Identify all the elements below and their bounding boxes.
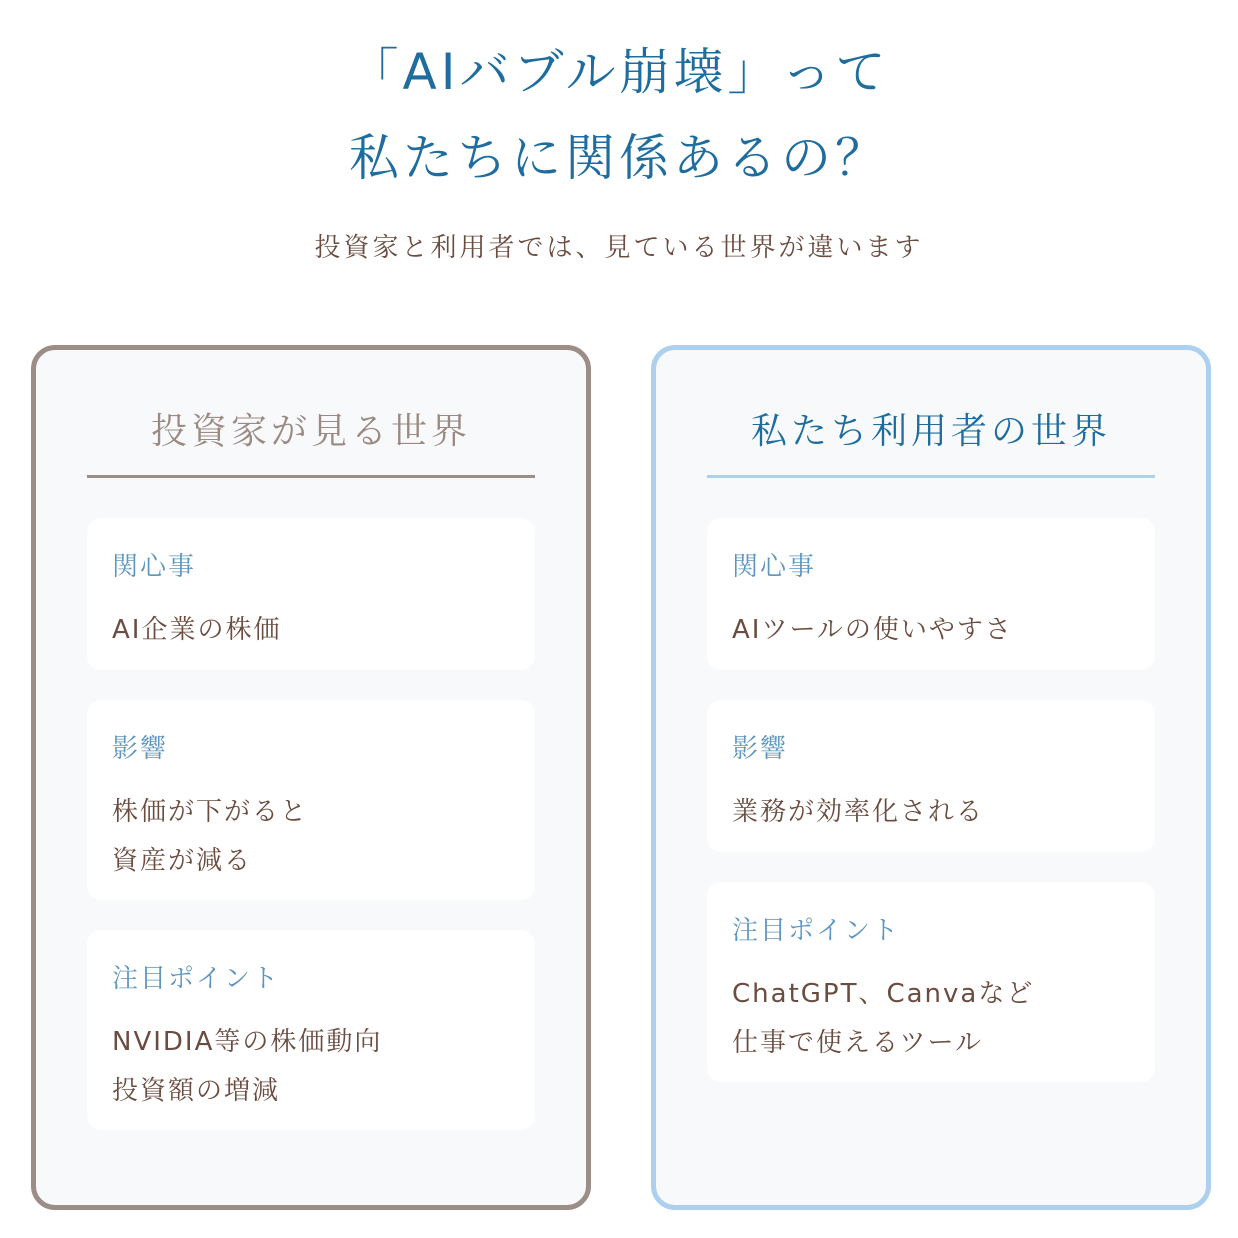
card-text-line: ChatGPT、Canvaなど (732, 979, 1035, 1009)
card-text (112, 1018, 382, 1116)
user-panel-heading: 私たち利用者の世界 (750, 411, 1111, 452)
card-text-line: AI企業の株価 (112, 615, 282, 645)
card-label: 関心事 (732, 552, 817, 582)
investor-panel-heading: 投資家が見る世界 (150, 411, 471, 452)
card-text-line: 株価が下がると (112, 797, 309, 827)
card-text (112, 788, 308, 886)
user-card-focus (707, 882, 1155, 1082)
user-card-concern (707, 518, 1155, 670)
card-text-line: NVIDIA等の株価動向 (112, 1027, 383, 1057)
page-title-line-1: 「AIバブル崩壊」って (348, 43, 890, 101)
card-label: 関心事 (112, 552, 197, 582)
page-title-line-2: 私たちに関係あるの？ (349, 129, 889, 187)
card-text-line: 資産が減る (112, 846, 253, 876)
card-text (732, 970, 1034, 1068)
card-label: 影響 (112, 734, 169, 764)
investor-card-impact (87, 700, 535, 900)
card-text-line: AIツールの使いやすさ (732, 615, 1013, 645)
investor-card-focus (87, 930, 535, 1130)
card-text (732, 606, 1013, 655)
investor-panel (31, 345, 591, 1210)
user-divider (707, 475, 1155, 478)
card-label: 注目ポイント (732, 916, 901, 946)
investor-card-concern (87, 518, 535, 670)
card-text (112, 606, 281, 655)
user-panel (651, 345, 1211, 1210)
investor-divider (87, 475, 535, 478)
card-text-line: 投資額の増減 (112, 1076, 281, 1106)
card-text-line: 業務が効率化される (732, 797, 985, 827)
page-subtitle: 投資家と利用者では、見ている世界が違います (314, 233, 924, 263)
card-label: 影響 (732, 734, 789, 764)
card-label: 注目ポイント (112, 964, 281, 994)
user-card-impact (707, 700, 1155, 852)
card-text-line: 仕事で使えるツール (732, 1028, 983, 1058)
card-text (732, 788, 984, 837)
